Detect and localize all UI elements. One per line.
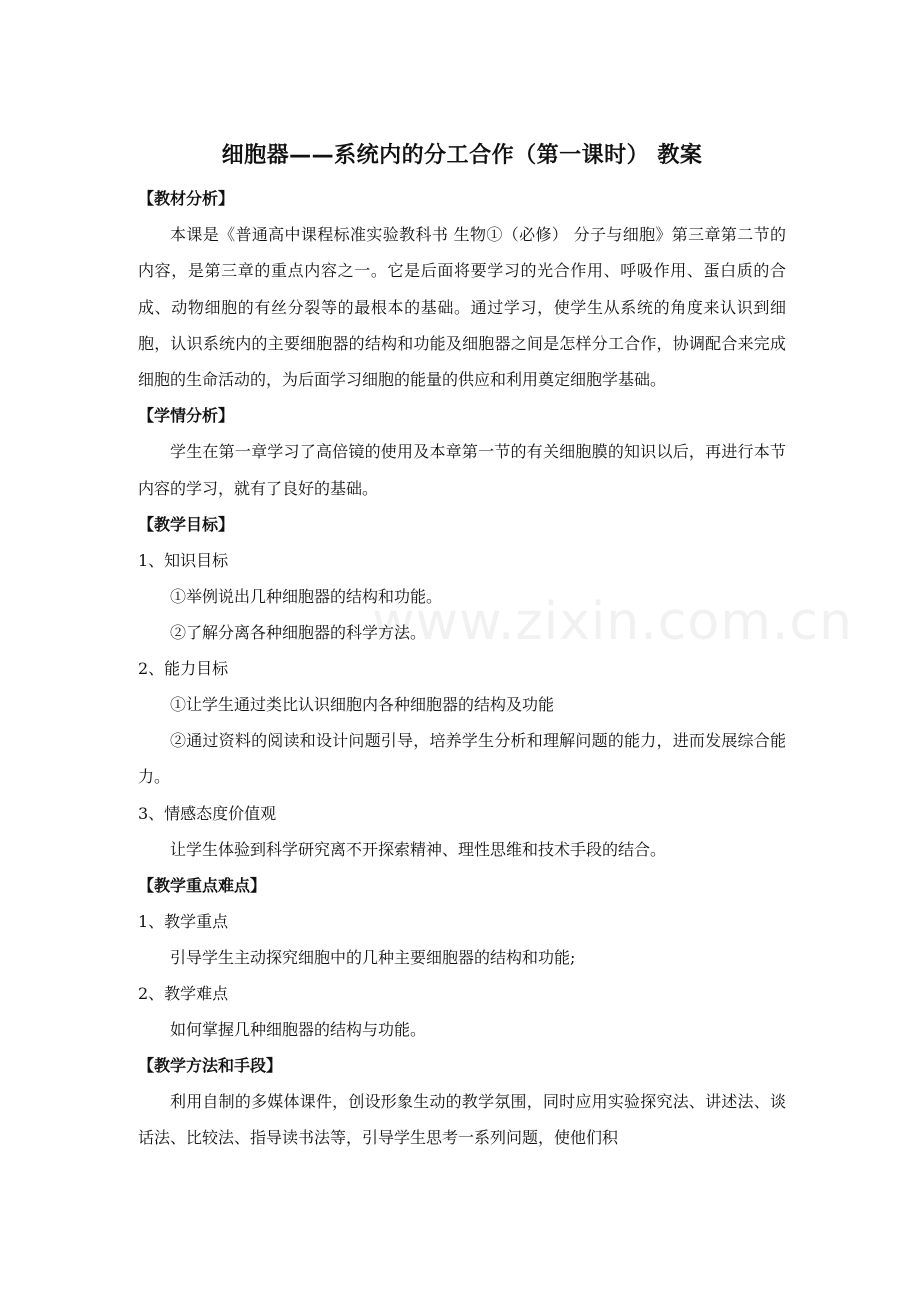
goal-attitude-label: 3、情感态度价值观	[138, 803, 277, 823]
goal-ability-label: 2、能力目标	[138, 659, 229, 679]
goal-ability-item-1: ①让学生通过类比认识细胞内各种细胞器的结构及功能	[170, 695, 555, 715]
keypoint-difficulty-text: 如何掌握几种细胞器的结构与功能。	[170, 1019, 427, 1039]
goal-knowledge-label: 1、知识目标	[138, 551, 229, 571]
document-body	[138, 133, 786, 1156]
goal-knowledge-item-2: ②了解分离各种细胞器的科学方法。	[170, 623, 427, 643]
goal-attitude-item-1: 让学生体验到科学研究离不开探索精神、理性思维和技术手段的结合。	[170, 839, 667, 859]
goal-ability-item-2: ②通过资料的阅读和设计问题引导，培养学生分析和理解问题的能力，进而发展综合能力。	[138, 731, 786, 787]
methods-paragraph: 利用自制的多媒体课件，创设形象生动的教学氛围，同时应用实验探究法、讲述法、谈话法、比较法、指导读书法等，引导学生思考一系列问题，使他们积	[138, 1091, 786, 1147]
document-title: 细胞器——系统内的分工合作（第一课时） 教案	[221, 143, 703, 168]
section-heading-methods: 【教学方法和手段】	[138, 1055, 283, 1075]
analysis-paragraph: 本课是《普通高中课程标准实验教科书 生物①（必修） 分子与细胞》第三章第二节的内容，是第三章的重点内容之一。它是后面将要学习的光合作用、呼吸作用、蛋白质的合成、动物细胞的有丝分裂等的最根本的基础。通过学习，使学生从系统的角度来认识到细胞，认识系统内的主要细胞器的结构和功能及细胞器之间是怎样分工合作，协调配合来完成细胞的生命活动的，为后面学习细胞的能量的供应和利用奠定细胞学基础。	[138, 225, 786, 390]
section-heading-goals: 【教学目标】	[138, 515, 235, 535]
students-paragraph: 学生在第一章学习了高倍镜的使用及本章第一节的有关细胞膜的知识以后，再进行本节内容的学习，就有了良好的基础。	[138, 442, 786, 498]
watermark: www.zixin.com.cn	[372, 592, 853, 652]
goal-knowledge-item-1: ①举例说出几种细胞器的结构和功能。	[170, 587, 443, 607]
keypoint-focus-label: 1、教学重点	[138, 911, 229, 931]
section-heading-analysis: 【教材分析】	[138, 189, 235, 208]
keypoint-difficulty-label: 2、教学难点	[138, 983, 229, 1003]
section-heading-students: 【学情分析】	[138, 406, 235, 426]
keypoint-focus-text: 引导学生主动探究细胞中的几种主要细胞器的结构和功能;	[170, 947, 576, 967]
section-heading-keypoints: 【教学重点难点】	[138, 875, 267, 895]
